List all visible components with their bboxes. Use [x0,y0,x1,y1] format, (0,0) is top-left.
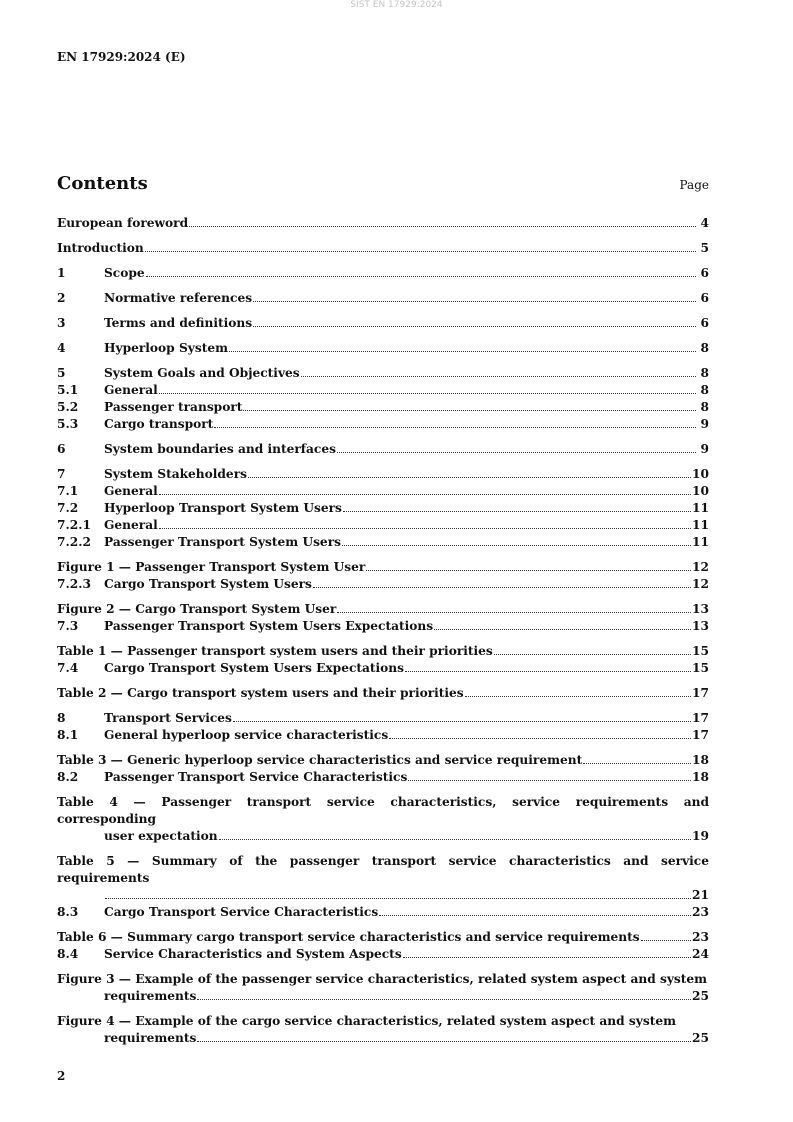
toc-entry[interactable] [57,416,709,433]
toc-number: 4 [57,341,66,355]
dot-leader [313,587,691,588]
toc-title: Passenger transport [104,400,243,414]
toc-entry[interactable] [57,500,709,517]
toc-entry[interactable] [57,315,709,332]
toc-title: Figure 3 — Example of the passenger service characteristics, related system aspect and system [57,972,708,986]
toc-title: Table 5 — Summary of the passenger transport service characteristics and service requirements [57,854,709,885]
dot-leader [105,898,691,899]
toc-page: 19 [692,829,709,843]
dot-leader [145,251,696,252]
toc-title-continued: user expectation [104,829,218,843]
toc-entry[interactable] [57,660,709,677]
dot-leader [465,696,691,697]
toc-page: 17 [692,711,709,725]
toc-page: 24 [692,947,709,961]
toc-entry[interactable] [57,769,709,786]
toc-entry[interactable] [57,340,709,357]
toc-entry[interactable] [57,399,709,416]
toc-page: 10 [692,467,709,481]
toc-title: General [104,518,158,532]
toc-entry[interactable] [57,290,709,307]
toc-title: Introduction [57,241,144,255]
toc-title: European foreword [57,216,189,230]
toc-page: 25 [692,989,709,1003]
toc-page: 15 [692,644,709,658]
toc-page: 10 [692,484,709,498]
toc-title: Figure 1 — Passenger Transport System User [57,560,366,574]
toc-entry[interactable] [57,971,709,1005]
toc-entry[interactable] [57,382,709,399]
toc-entry[interactable] [57,710,709,727]
dot-leader [343,511,691,512]
toc-entry[interactable] [57,752,709,769]
toc-title: Transport Services [104,711,232,725]
dot-leader [405,671,691,672]
toc-entry[interactable] [57,365,709,382]
toc-entry[interactable] [57,1013,709,1047]
toc-title: Figure 2 — Cargo Transport System User [57,602,337,616]
dot-leader [229,351,696,352]
toc-page: 23 [692,905,709,919]
toc-number: 5 [57,366,66,380]
dot-leader [189,226,696,227]
toc-title: Service Characteristics and System Aspects [104,947,402,961]
toc-page: 9 [700,417,709,431]
toc-number: 7 [57,467,66,481]
toc-title: System Stakeholders [104,467,247,481]
dot-leader [583,763,691,764]
toc-entry[interactable] [57,265,709,282]
toc-entry[interactable] [57,727,709,744]
dot-leader [159,494,691,495]
toc-number: 5.1 [57,383,79,397]
toc-entry[interactable] [57,946,709,963]
toc-number: 7.2.2 [57,535,91,549]
dot-leader [641,940,691,941]
toc-number: 8.3 [57,905,79,919]
toc-page: 21 [692,888,709,902]
dot-leader [197,1041,691,1042]
toc-number: 2 [57,291,66,305]
toc-title: General hyperloop service characteristics [104,728,389,742]
toc-page: 4 [700,216,709,230]
toc-number: 7.2.1 [57,518,91,532]
toc-title: System boundaries and interfaces [104,442,336,456]
dot-leader [389,738,691,739]
toc-page: 17 [692,728,709,742]
toc-title: Cargo Transport System Users Expectations [104,661,405,675]
toc-entry[interactable] [57,853,709,904]
dot-leader [214,427,696,428]
table-of-contents [57,215,709,1047]
toc-title: Scope [104,266,145,280]
toc-page: 12 [692,560,709,574]
toc-entry[interactable] [57,643,709,660]
toc-title: Cargo transport [104,417,214,431]
toc-number: 5.3 [57,417,79,431]
document-id: EN 17929:2024 (E) [57,50,186,64]
toc-title: Passenger Transport System Users [104,535,341,549]
dot-leader [253,301,696,302]
toc-page: 11 [692,518,709,532]
toc-entry[interactable] [57,904,709,921]
dot-leader [146,276,696,277]
toc-entry[interactable] [57,534,709,551]
dot-leader [233,721,691,722]
toc-entry[interactable] [57,517,709,534]
dot-leader [408,780,691,781]
toc-page: 9 [700,442,709,456]
toc-page: 8 [700,341,709,355]
toc-title: Table 3 — Generic hyperloop service characteristics and service requirement [57,753,583,767]
toc-title: Cargo Transport Service Characteristics [104,905,379,919]
toc-title: General [104,484,158,498]
toc-number: 1 [57,266,66,280]
toc-page: 25 [692,1031,709,1045]
toc-page: 8 [700,400,709,414]
toc-entry[interactable] [57,559,709,576]
toc-number: 8 [57,711,66,725]
dot-leader [379,915,691,916]
dot-leader [337,612,691,613]
toc-page: 11 [692,501,709,515]
toc-number: 7.2 [57,501,79,515]
toc-title: Table 6 — Summary cargo transport service characteristics and service requirements [57,930,640,944]
dot-leader [494,654,691,655]
toc-page: 13 [692,619,709,633]
toc-title: Passenger Transport Service Characteristics [104,770,408,784]
toc-page: 5 [700,241,709,255]
toc-page: 13 [692,602,709,616]
toc-title: Normative references [104,291,253,305]
dot-leader [197,999,691,1000]
dot-leader [342,545,691,546]
dot-leader [243,410,696,411]
dot-leader [337,452,696,453]
page-title: Contents [57,173,148,194]
toc-number: 3 [57,316,66,330]
dot-leader [301,376,696,377]
toc-title: Terms and definitions [104,316,253,330]
toc-title: Passenger Transport System Users Expectations [104,619,434,633]
toc-page: 23 [692,930,709,944]
toc-number: 8.4 [57,947,79,961]
toc-page: 18 [692,753,709,767]
watermark: SIST EN 17929:2024 [350,0,443,10]
toc-page: 6 [700,316,709,330]
toc-page: 8 [700,366,709,380]
toc-entry[interactable] [57,601,709,618]
toc-page: 6 [700,291,709,305]
toc-title-continued: requirements [104,1031,197,1045]
toc-number: 7.1 [57,484,79,498]
toc-page: 12 [692,577,709,591]
dot-leader [253,326,696,327]
toc-entry[interactable] [57,576,709,593]
toc-entry[interactable] [57,929,709,946]
toc-number: 7.3 [57,619,79,633]
page-column-label: Page [679,178,709,192]
dot-leader [159,528,691,529]
toc-title: System Goals and Objectives [104,366,300,380]
toc-number: 7.4 [57,661,79,675]
dot-leader [434,629,691,630]
toc-title: Cargo Transport System Users [104,577,312,591]
toc-title: General [104,383,158,397]
toc-entry[interactable] [57,618,709,635]
toc-entry[interactable] [57,240,709,257]
toc-number: 5.2 [57,400,79,414]
toc-number: 7.2.3 [57,577,91,591]
toc-title: Hyperloop Transport System Users [104,501,342,515]
toc-page: 15 [692,661,709,675]
toc-entry[interactable] [57,215,709,232]
toc-number: 8.1 [57,728,79,742]
toc-title: Table 1 — Passenger transport system users and their priorities [57,644,493,658]
toc-page: 17 [692,686,709,700]
toc-entry[interactable] [57,794,709,845]
dot-leader [159,393,696,394]
toc-entry[interactable] [57,466,709,483]
toc-page: 6 [700,266,709,280]
dot-leader [219,839,691,840]
toc-page: 11 [692,535,709,549]
toc-entry[interactable] [57,441,709,458]
toc-entry[interactable] [57,685,709,702]
toc-title: Table 2 — Cargo transport system users and their priorities [57,686,464,700]
toc-page: 8 [700,383,709,397]
toc-title: Figure 4 — Example of the cargo service characteristics, related system aspect and system [57,1014,676,1028]
dot-leader [403,957,691,958]
toc-title: Table 4 — Passenger transport service characteristics, service requirements and corresponding [57,795,709,826]
page-number: 2 [57,1069,66,1083]
dot-leader [248,477,691,478]
toc-title: Hyperloop System [104,341,228,355]
toc-page: 18 [692,770,709,784]
toc-number: 6 [57,442,66,456]
dot-leader [366,570,691,571]
toc-entry[interactable] [57,483,709,500]
toc-number: 8.2 [57,770,79,784]
toc-title-continued: requirements [104,989,197,1003]
